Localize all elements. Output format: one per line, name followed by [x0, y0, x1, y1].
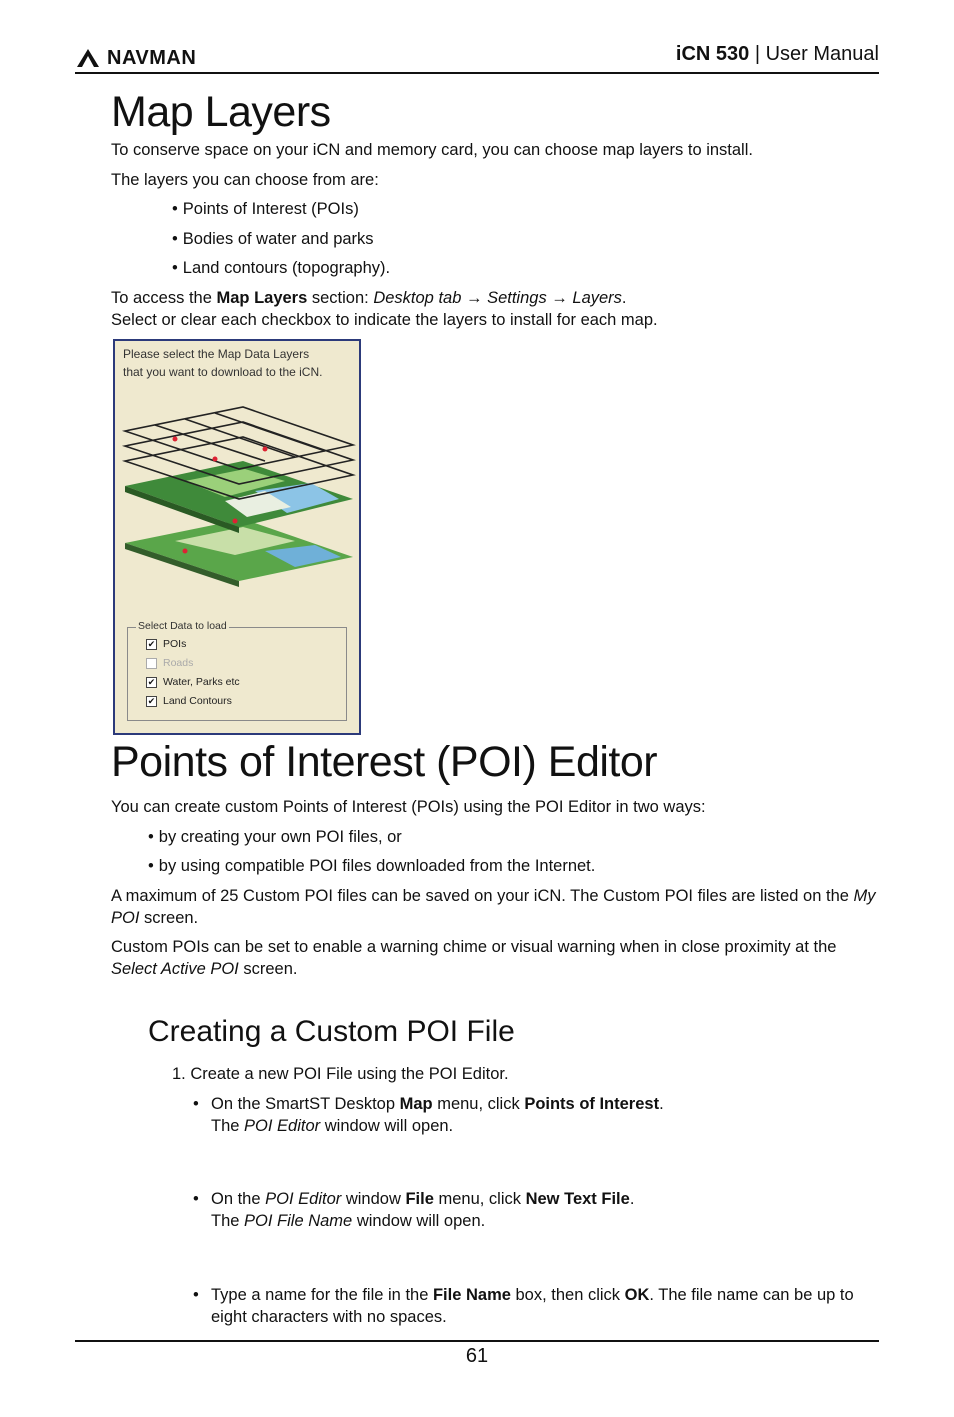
group-title: Select Data to load	[138, 620, 227, 632]
poi-way-item: • by creating your own POI files, or	[148, 826, 402, 848]
poi-way-item: • by using compatible POI files downloaded from the Internet.	[148, 855, 595, 877]
poi-editor-intro: You can create custom Points of Interest (POIs) using the POI Editor in two ways:	[111, 798, 706, 816]
checked-checkbox-icon[interactable]: ✔	[147, 676, 156, 687]
checked-checkbox-icon[interactable]: ✔	[147, 695, 156, 706]
layer-checkbox-label: Water, Parks etc	[163, 676, 240, 688]
warning-text: Custom POIs can be set to enable a warning chime or visual warning when in close proximity at the Select Active POI screen.	[111, 938, 837, 978]
header-separator: |	[754, 43, 761, 65]
navman-logo	[75, 46, 196, 70]
header-divider	[75, 72, 879, 74]
layer-checkbox-label: Roads	[163, 657, 194, 669]
access-instructions: To access the Map Layers section: Desktop tab → Settings → Layers.	[111, 289, 627, 307]
navman-logo-icon	[75, 48, 101, 68]
footer-divider	[75, 1340, 879, 1342]
layer-item: • Points of Interest (POIs)	[172, 198, 359, 220]
step-bullet-1: • On the SmartST Desktop Map menu, click Points of Interest. The POI Editor window will open.	[193, 1093, 891, 1137]
step-bullet-3: • Type a name for the file in the File Name box, then click OK. The file name can be up to eight characters with no spaces.	[193, 1284, 891, 1328]
poi-editor-heading: Points of Interest (POI) Editor	[111, 738, 658, 786]
layer-checkbox-row[interactable]	[146, 695, 232, 707]
layer-checkbox-label: POIs	[163, 638, 187, 650]
manual-label: User Manual	[765, 43, 879, 65]
step-1: 1. Create a new POI File using the POI Editor.	[172, 1065, 509, 1083]
layer-checkbox-row[interactable]	[146, 638, 186, 650]
map-layers-illustration	[115, 341, 359, 621]
layer-checkbox-row[interactable]	[146, 676, 240, 688]
map-layers-heading: Map Layers	[111, 88, 331, 136]
map-layers-intro: To conserve space on your iCN and memory card, you can choose map layers to install.	[111, 141, 753, 159]
layer-checkbox-row[interactable]	[146, 657, 193, 669]
select-data-group	[127, 620, 347, 721]
screenshot-prompt: Please select the Map Data Layers that you want to download to the iCN.	[123, 347, 323, 379]
select-instructions: Select or clear each checkbox to indicate the layers to install for each map.	[111, 311, 658, 329]
brand-name: NAVMAN	[107, 46, 197, 69]
arrow-icon: →	[465, 289, 483, 307]
layer-item: • Bodies of water and parks	[172, 228, 374, 250]
layers-choose-text: The layers you can choose from are:	[111, 171, 379, 189]
page-number: 61	[465, 1345, 489, 1367]
custom-poi-heading: Creating a Custom POI File	[148, 1015, 515, 1048]
step-bullet-2: • On the POI Editor window File menu, click New Text File. The POI File Name window will open.	[193, 1188, 891, 1232]
max-poi-text: A maximum of 25 Custom POI files can be saved on your iCN. The Custom POI files are listed on the My POI screen.	[111, 887, 876, 927]
product-name: iCN 530	[675, 43, 750, 65]
unchecked-checkbox-icon[interactable]	[146, 658, 157, 669]
layer-item: • Land contours (topography).	[172, 257, 390, 279]
arrow-icon: →	[551, 289, 568, 307]
header-title	[676, 43, 879, 66]
checked-checkbox-icon[interactable]: ✔	[147, 638, 156, 649]
map-layers-screenshot	[113, 339, 361, 735]
layer-checkbox-label: Land Contours	[163, 695, 232, 707]
